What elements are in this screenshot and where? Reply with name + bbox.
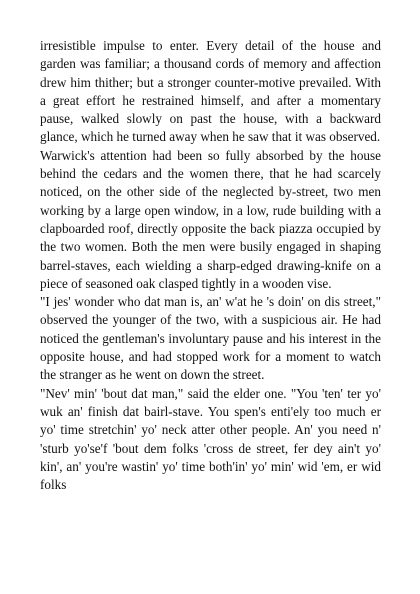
- page-text-block: [40, 37, 381, 494]
- paragraph-1: irresistible impulse to enter. Every detail of the house and garden was familiar; a thousand cords of memory and affection drew him thither; but a stronger counter-motive prevailed. With a great effort he restrained himself, and after a momentary pause, walked slowly on past the house, with a backward glance, which he turned away when he saw that it was observed.: [40, 38, 381, 145]
- paragraph-4: "Nev' min' 'bout dat man," said the elder one. "You 'ten' ter yo' wuk an' finish dat bairl-stave. You spen's enti'ely too much er yo' time stretchin' yo' neck atter other people. An' you need n' 'sturb yo'se'f 'bout dem folks 'cross de street, fer dey ain't yo' kin', an' you're wastin' yo' time both'in' yo' min' wid 'em, er wid folks: [40, 385, 381, 493]
- paragraph-3: "I jes' wonder who dat man is, an' w'at he 's doin' on dis street," observed the younger of the two, with a suspicious air. He had noticed the gentleman's involuntary pause and his interest in the opposite house, and had stopped work for a moment to watch the stranger as he went on down the street.: [40, 294, 381, 383]
- paragraph-2: Warwick's attention had been so fully absorbed by the house behind the cedars and the women there, that he had scarcely noticed, on the other side of the neglected by-street, two men working by a large open window, in a low, rude building with a clapboarded roof, directly opposite the back piazza occupied by the two women. Both the men were busily engaged in shaping barrel-staves, each wielding a sharp-edged drawing-knife on a piece of seasoned oak clasped tightly in a wooden vise.: [40, 147, 381, 291]
